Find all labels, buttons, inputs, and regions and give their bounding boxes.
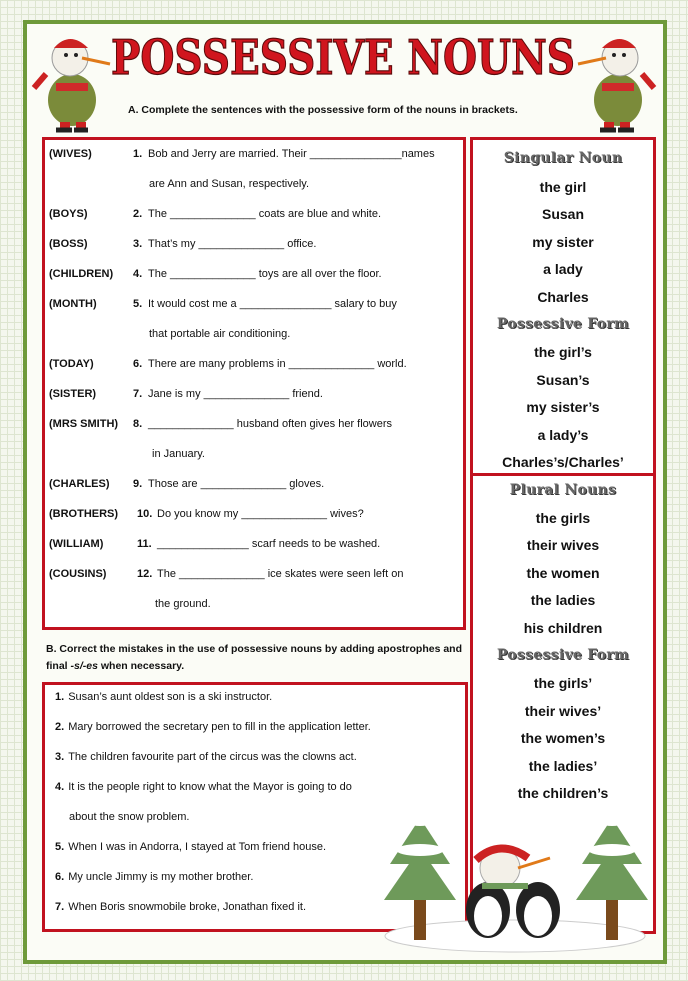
sentence-text: The ______________ coats are blue and white. — [148, 208, 382, 220]
singular-possessive: a lady’s — [537, 427, 589, 443]
page-title-text: POSSESSIVE NOUNS — [111, 30, 575, 86]
item-number: 6. — [55, 871, 65, 883]
bracket-noun: (SISTER) — [49, 388, 97, 400]
singular-reference-box — [470, 137, 656, 476]
sentence-text: Bob and Jerry are married. Their _______________names — [148, 148, 435, 160]
plural-possessive: the girls’ — [533, 675, 593, 691]
sentence-text: Jane is my ______________ friend. — [148, 388, 323, 400]
item-number: 6. — [133, 358, 143, 370]
singular-noun: a lady — [543, 261, 583, 277]
section-a-instruction: A. Complete the sentences with the possessive form of the nouns in brackets. — [128, 104, 518, 116]
bracket-noun: (BOSS) — [49, 238, 88, 250]
section-b-instruction-text-end: when necessary. — [97, 660, 185, 672]
sentence-text: That’s my ______________ office. — [148, 238, 317, 250]
sentence-text: Do you know my ______________ wives? — [157, 508, 364, 520]
item-number: 3. — [133, 238, 143, 250]
bracket-noun: (TODAY) — [49, 358, 94, 370]
bracket-noun: (BOYS) — [49, 208, 88, 220]
section-b-instruction-text: B. Correct the mistakes in the use of possessive nouns by adding apostrophes and final — [46, 643, 463, 672]
sentence-text: There are many problems in ______________ world. — [148, 358, 407, 370]
plural-noun: the women — [526, 565, 600, 581]
singular-heading: Singular Noun — [503, 150, 623, 166]
sentence-text: The children favourite part of the circus was the clowns act. — [68, 751, 357, 763]
plural-noun: their wives — [526, 537, 600, 553]
item-number: 7. — [55, 901, 65, 913]
bracket-noun: (WIVES) — [49, 148, 92, 160]
sentence-text: The ______________ toys are all over the floor. — [148, 268, 382, 280]
plural-possessive: the ladies’ — [528, 758, 598, 774]
sentence-text: _______________ scarf needs to be washed. — [157, 538, 381, 550]
singular-noun: the girl — [539, 179, 587, 195]
item-number: 10. — [137, 508, 153, 520]
singular-possessive-heading: Possessive Form — [496, 316, 630, 332]
sentence-text: My uncle Jimmy is my mother brother. — [68, 871, 254, 883]
sentence-continuation: the ground. — [155, 598, 211, 610]
singular-possessive: Charles’s/Charles’ — [502, 454, 624, 470]
item-number: 4. — [133, 268, 143, 280]
exercise-b-item — [55, 751, 357, 763]
sentence-text: Those are ______________ gloves. — [148, 478, 325, 490]
exercise-b-item — [55, 721, 371, 733]
plural-noun: the ladies — [530, 592, 596, 608]
item-number: 7. — [133, 388, 143, 400]
item-number: 4. — [55, 781, 65, 793]
sentence-continuation: in January. — [152, 448, 205, 460]
sentence-continuation: that portable air conditioning. — [149, 328, 291, 340]
singular-possessive: the girl’s — [534, 344, 592, 360]
sentence-continuation: are Ann and Susan, respectively. — [149, 178, 310, 190]
item-number: 3. — [55, 751, 65, 763]
bracket-noun: (CHILDREN) — [49, 268, 114, 280]
sentence-text: The ______________ ice skates were seen left on — [157, 568, 404, 580]
plural-heading: Plural Nouns — [509, 482, 617, 498]
item-number: 11. — [137, 538, 152, 550]
page-title — [108, 22, 578, 92]
sentence-text: Mary borrowed the secretary pen to fill in the application letter. — [68, 721, 371, 733]
bracket-noun: (CHARLES) — [49, 478, 110, 490]
singular-noun: my sister — [532, 234, 594, 250]
sentence-text: Susan’s aunt oldest son is a ski instructor. — [68, 691, 273, 703]
plural-possessive: their wives’ — [524, 703, 602, 719]
item-number: 5. — [55, 841, 65, 853]
plural-possessive: the women’s — [520, 730, 606, 746]
bracket-noun: (COUSINS) — [49, 568, 107, 580]
exercise-b-item — [55, 691, 272, 703]
plural-possessive-heading: Possessive Form — [496, 647, 630, 663]
bracket-noun: (WILLIAM) — [49, 538, 104, 550]
sentence-continuation: about the snow problem. — [69, 811, 190, 823]
item-number: 9. — [133, 478, 143, 490]
exercise-b-item — [55, 841, 326, 853]
section-a-box — [42, 137, 466, 630]
plural-noun: the girls — [535, 510, 591, 526]
singular-noun: Charles — [537, 289, 589, 305]
plural-possessive: the children’s — [517, 785, 609, 801]
plural-noun: his children — [523, 620, 603, 636]
snowy-trees-penguins-illustration — [378, 798, 652, 954]
section-b-instruction — [46, 641, 466, 675]
sentence-text: It is the people right to know what the Mayor is going to do — [68, 781, 352, 793]
sentence-text: When Boris snowmobile broke, Jonathan fixed it. — [68, 901, 307, 913]
exercise-b-item — [55, 901, 306, 913]
snowman-left-illustration — [26, 28, 112, 136]
item-number: 2. — [133, 208, 143, 220]
bracket-noun: (MRS SMITH) — [49, 418, 119, 430]
bracket-noun: (MONTH) — [49, 298, 97, 310]
singular-noun: Susan — [541, 206, 584, 222]
item-number: 2. — [55, 721, 65, 733]
exercise-b-item — [55, 781, 352, 793]
singular-possessive: Susan’s — [536, 372, 590, 388]
sentence-text: It would cost me a _______________ salary to buy — [148, 298, 397, 310]
section-b-instruction-emphasis: -s/-es — [70, 660, 98, 672]
item-number: 12. — [137, 568, 153, 580]
sentence-text: ______________ husband often gives her flowers — [148, 418, 393, 430]
item-number: 1. — [55, 691, 65, 703]
item-number: 1. — [133, 148, 143, 160]
snowman-right-illustration — [576, 28, 662, 136]
singular-possessive: my sister’s — [526, 399, 600, 415]
sentence-text: When I was in Andorra, I stayed at Tom friend house. — [68, 841, 327, 853]
item-number: 8. — [133, 418, 143, 430]
item-number: 5. — [133, 298, 143, 310]
exercise-b-item — [55, 871, 253, 883]
bracket-noun: (BROTHERS) — [49, 508, 119, 520]
